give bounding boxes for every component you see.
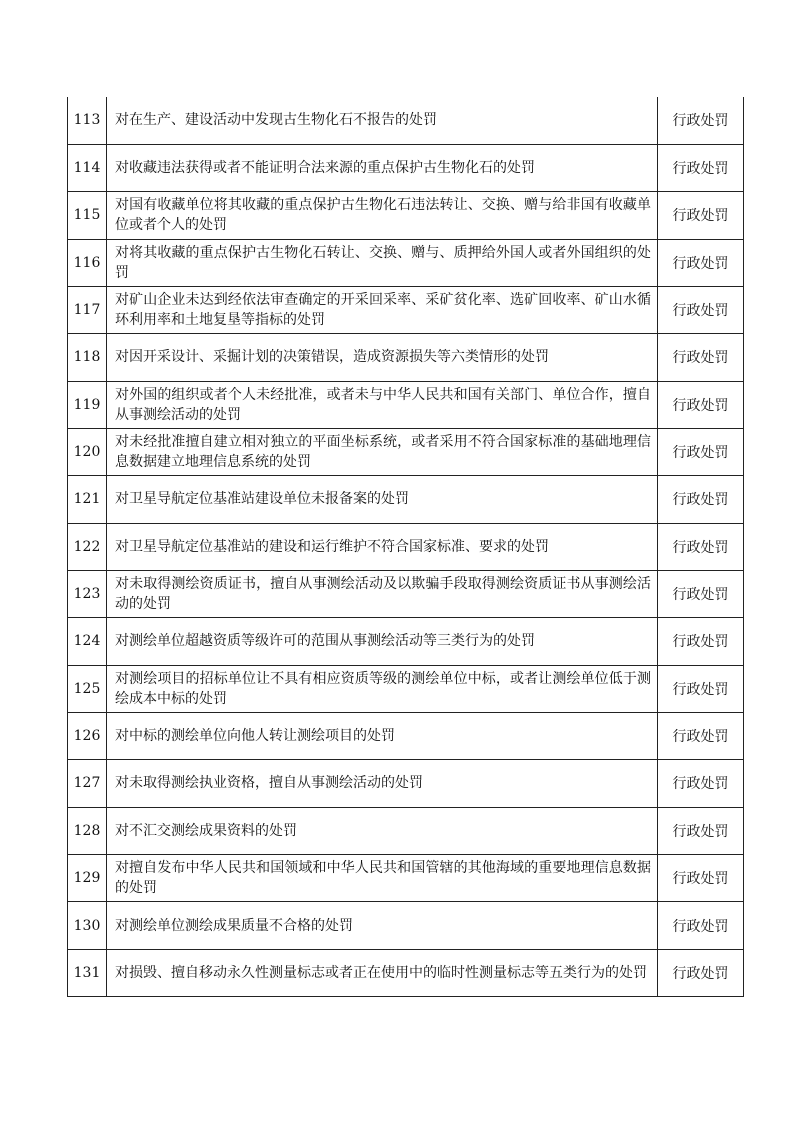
table-row bbox=[68, 618, 744, 665]
item-category: 行政处罚 bbox=[658, 144, 744, 191]
item-category: 行政处罚 bbox=[658, 949, 744, 996]
row-number: 114 bbox=[68, 144, 107, 191]
row-number: 125 bbox=[68, 665, 107, 712]
table-row bbox=[68, 286, 744, 333]
row-number: 122 bbox=[68, 523, 107, 570]
row-number: 117 bbox=[68, 286, 107, 333]
table-row bbox=[68, 902, 744, 949]
table-row bbox=[68, 381, 744, 428]
item-category: 行政处罚 bbox=[658, 855, 744, 902]
item-description: 对擅自发布中华人民共和国领域和中华人民共和国管辖的其他海域的重要地理信息数据的处罚 bbox=[107, 855, 658, 902]
item-description: 对测绘单位测绘成果质量不合格的处罚 bbox=[107, 902, 658, 949]
item-description: 对因开采设计、采掘计划的决策错误，造成资源损失等六类情形的处罚 bbox=[107, 334, 658, 381]
row-number: 127 bbox=[68, 760, 107, 807]
table-row bbox=[68, 665, 744, 712]
table-row bbox=[68, 334, 744, 381]
item-description: 对外国的组织或者个人未经批准，或者未与中华人民共和国有关部门、单位合作，擅自从事测绘活动的处罚 bbox=[107, 381, 658, 428]
table-row bbox=[68, 192, 744, 239]
item-category: 行政处罚 bbox=[658, 239, 744, 286]
item-category: 行政处罚 bbox=[658, 570, 744, 617]
item-category: 行政处罚 bbox=[658, 712, 744, 759]
item-description: 对矿山企业未达到经依法审查确定的开采回采率、采矿贫化率、选矿回收率、矿山水循环利用率和土地复垦等指标的处罚 bbox=[107, 286, 658, 333]
table-row bbox=[68, 523, 744, 570]
item-category: 行政处罚 bbox=[658, 523, 744, 570]
row-number: 118 bbox=[68, 334, 107, 381]
row-number: 121 bbox=[68, 476, 107, 523]
item-description: 对损毁、擅自移动永久性测量标志或者正在使用中的临时性测量标志等五类行为的处罚 bbox=[107, 949, 658, 996]
item-description: 对未经批准擅自建立相对独立的平面坐标系统，或者采用不符合国家标准的基础地理信息数据建立地理信息系统的处罚 bbox=[107, 428, 658, 475]
item-description: 对中标的测绘单位向他人转让测绘项目的处罚 bbox=[107, 712, 658, 759]
item-description: 对国有收藏单位将其收藏的重点保护古生物化石违法转让、交换、赠与给非国有收藏单位或者个人的处罚 bbox=[107, 192, 658, 239]
row-number: 130 bbox=[68, 902, 107, 949]
item-category: 行政处罚 bbox=[658, 807, 744, 854]
table-row bbox=[68, 760, 744, 807]
table-row bbox=[68, 807, 744, 854]
item-category: 行政处罚 bbox=[658, 428, 744, 475]
row-number: 123 bbox=[68, 570, 107, 617]
item-category: 行政处罚 bbox=[658, 902, 744, 949]
penalty-items-table bbox=[67, 97, 744, 997]
table-row bbox=[68, 712, 744, 759]
table-row bbox=[68, 570, 744, 617]
item-category: 行政处罚 bbox=[658, 334, 744, 381]
row-number: 120 bbox=[68, 428, 107, 475]
item-description: 对未取得测绘执业资格，擅自从事测绘活动的处罚 bbox=[107, 760, 658, 807]
item-description: 对未取得测绘资质证书，擅自从事测绘活动及以欺骗手段取得测绘资质证书从事测绘活动的处罚 bbox=[107, 570, 658, 617]
item-category: 行政处罚 bbox=[658, 665, 744, 712]
item-category: 行政处罚 bbox=[658, 618, 744, 665]
row-number: 119 bbox=[68, 381, 107, 428]
row-number: 115 bbox=[68, 192, 107, 239]
row-number: 113 bbox=[68, 97, 107, 144]
row-number: 128 bbox=[68, 807, 107, 854]
row-number: 129 bbox=[68, 855, 107, 902]
table-row bbox=[68, 855, 744, 902]
row-number: 126 bbox=[68, 712, 107, 759]
item-description: 对测绘项目的招标单位让不具有相应资质等级的测绘单位中标，或者让测绘单位低于测绘成本中标的处罚 bbox=[107, 665, 658, 712]
item-description: 对将其收藏的重点保护古生物化石转让、交换、赠与、质押给外国人或者外国组织的处罚 bbox=[107, 239, 658, 286]
table-row bbox=[68, 949, 744, 996]
table-row bbox=[68, 144, 744, 191]
table-body bbox=[68, 97, 744, 997]
item-category: 行政处罚 bbox=[658, 286, 744, 333]
item-description: 对收藏违法获得或者不能证明合法来源的重点保护古生物化石的处罚 bbox=[107, 144, 658, 191]
item-category: 行政处罚 bbox=[658, 476, 744, 523]
row-number: 131 bbox=[68, 949, 107, 996]
table-row bbox=[68, 239, 744, 286]
item-description: 对不汇交测绘成果资料的处罚 bbox=[107, 807, 658, 854]
item-description: 对卫星导航定位基准站的建设和运行维护不符合国家标准、要求的处罚 bbox=[107, 523, 658, 570]
table-row bbox=[68, 428, 744, 475]
item-category: 行政处罚 bbox=[658, 381, 744, 428]
table-row bbox=[68, 97, 744, 144]
table-row bbox=[68, 476, 744, 523]
row-number: 116 bbox=[68, 239, 107, 286]
item-description: 对测绘单位超越资质等级许可的范围从事测绘活动等三类行为的处罚 bbox=[107, 618, 658, 665]
row-number: 124 bbox=[68, 618, 107, 665]
item-category: 行政处罚 bbox=[658, 97, 744, 144]
item-category: 行政处罚 bbox=[658, 760, 744, 807]
item-category: 行政处罚 bbox=[658, 192, 744, 239]
item-description: 对在生产、建设活动中发现古生物化石不报告的处罚 bbox=[107, 97, 658, 144]
item-description: 对卫星导航定位基准站建设单位未报备案的处罚 bbox=[107, 476, 658, 523]
